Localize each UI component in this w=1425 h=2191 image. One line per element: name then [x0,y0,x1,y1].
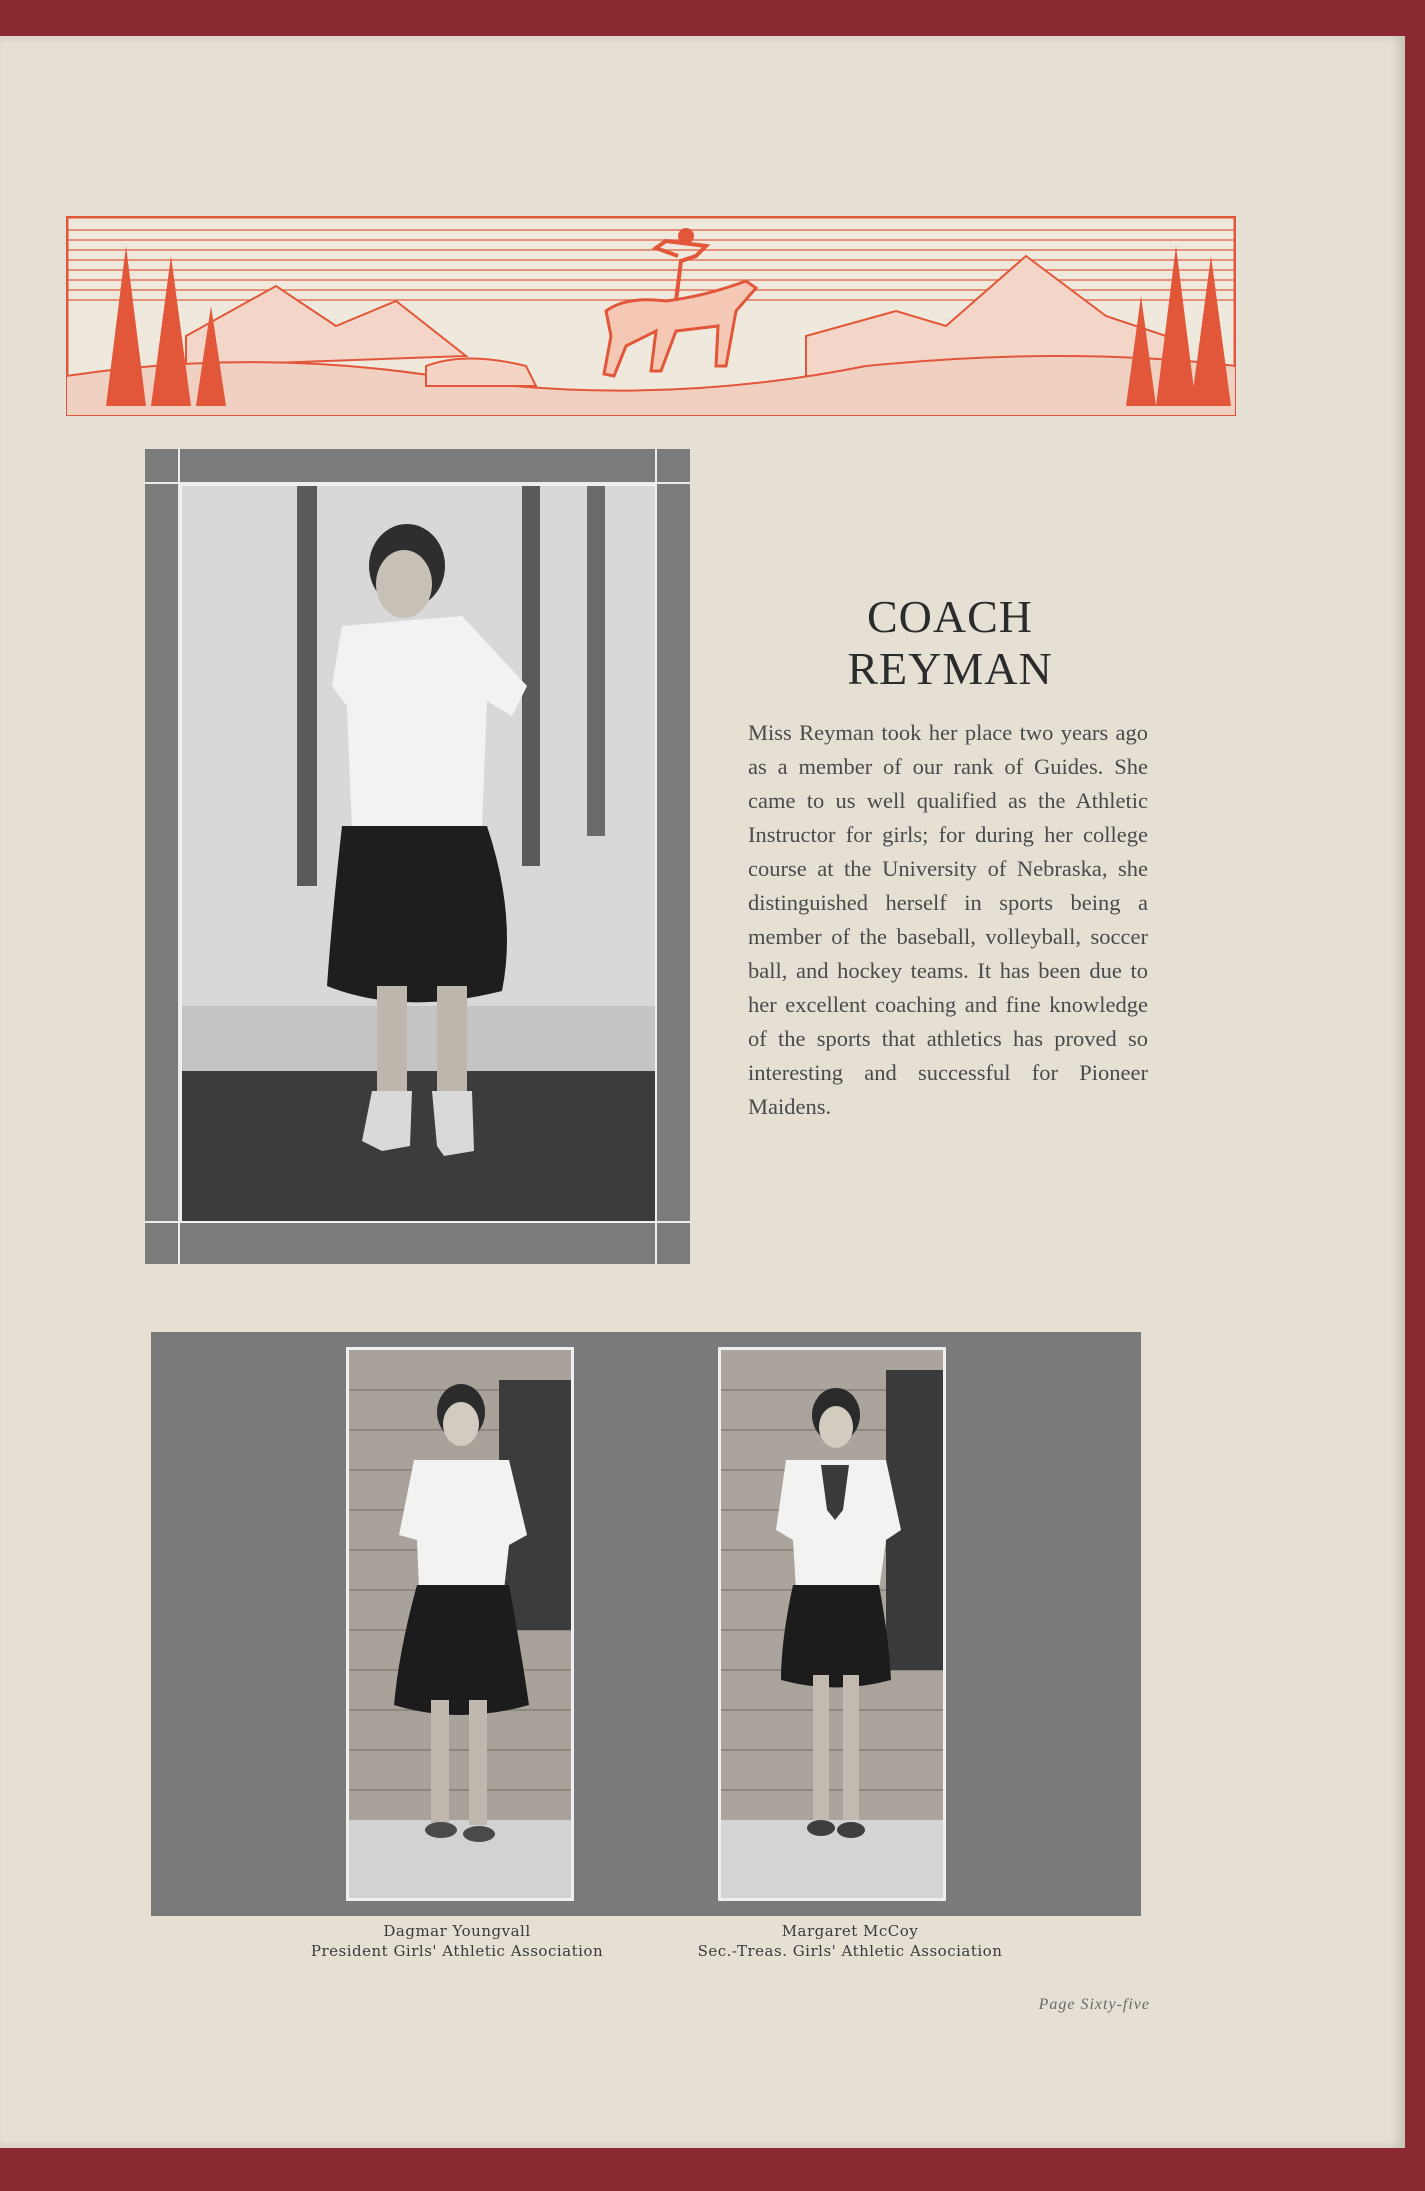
caption-right-name: Margaret McCoy [781,1922,919,1940]
mountain-rider-banner [66,216,1236,416]
caption-right-role: Sec.-Treas. Girls' Athletic Association [697,1942,1003,1960]
caption-left-role: President Girls' Athletic Association [310,1942,604,1960]
caption-left-name: Dagmar Youngvall [383,1922,531,1940]
coach-photo [180,484,657,1223]
page-number: Page Sixty-five [1038,1996,1150,2013]
officers-photo-panel [151,1332,1141,1916]
caption-right [640,1921,1060,1961]
portrait-mccoy [718,1347,946,1901]
caption-left [247,1921,667,1961]
article-title [750,591,1150,695]
coach-photo-frame [145,449,690,1264]
title-line-1: COACH [866,591,1034,642]
title-line-2: REYMAN [847,643,1053,694]
portrait-youngvall [346,1347,574,1901]
article-body: Miss Reyman took her place two years ago as a member of our rank of Guides. She came to us well qualified as the Athletic Instructor for girls; for during her college course at the University of Nebraska, she distinguished herself in sports being a member of the baseball, volleyball, soccer ball, and hockey teams. It has been due to her excellent coaching and fine knowledge of the sports that athletics has proved so interesting and successful for Pioneer Maidens. [748,720,1148,1119]
yearbook-page [0,36,1405,2148]
